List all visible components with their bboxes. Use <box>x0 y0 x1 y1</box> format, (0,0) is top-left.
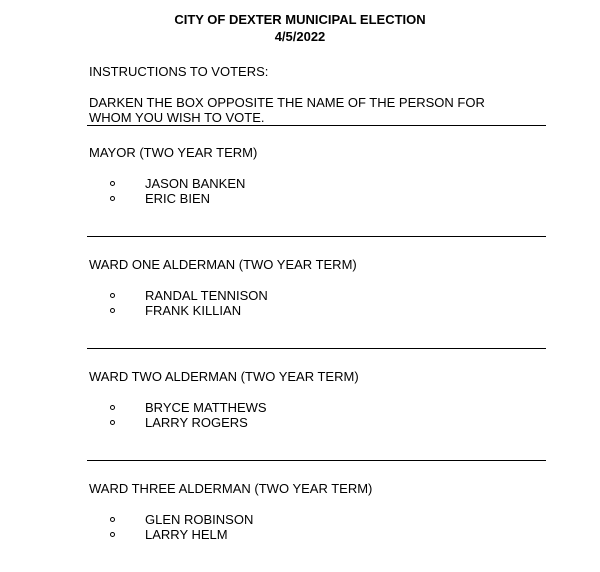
divider <box>87 236 546 237</box>
race-title-mayor: MAYOR (TWO YEAR TERM) <box>89 145 258 160</box>
candidate-name: ERIC BIEN <box>145 191 211 206</box>
ballot-circle-icon[interactable] <box>110 405 115 410</box>
instructions-heading: INSTRUCTIONS TO VOTERS: <box>89 64 269 79</box>
candidate-name: JASON BANKEN <box>145 176 246 191</box>
instructions-line-1: DARKEN THE BOX OPPOSITE THE NAME OF THE PERSON FOR <box>89 95 485 110</box>
candidate-name: GLEN ROBINSON <box>145 512 254 527</box>
ballot-title: CITY OF DEXTER MUNICIPAL ELECTION <box>174 12 426 27</box>
divider <box>87 460 546 461</box>
election-date: 4/5/2022 <box>274 29 326 44</box>
ballot-circle-icon[interactable] <box>110 293 115 298</box>
ballot-circle-icon[interactable] <box>110 420 115 425</box>
candidate-name: LARRY HELM <box>145 527 228 542</box>
ballot-circle-icon[interactable] <box>110 196 115 201</box>
ballot-circle-icon[interactable] <box>110 181 115 186</box>
ballot-circle-icon[interactable] <box>110 308 115 313</box>
candidate-name: FRANK KILLIAN <box>145 303 242 318</box>
candidate-name: LARRY ROGERS <box>145 415 248 430</box>
race-title-ward-two: WARD TWO ALDERMAN (TWO YEAR TERM) <box>89 369 359 384</box>
ballot-circle-icon[interactable] <box>110 517 115 522</box>
divider <box>87 125 546 126</box>
race-title-ward-one: WARD ONE ALDERMAN (TWO YEAR TERM) <box>89 257 357 272</box>
candidate-name: RANDAL TENNISON <box>145 288 268 303</box>
divider <box>87 348 546 349</box>
race-title-ward-three: WARD THREE ALDERMAN (TWO YEAR TERM) <box>89 481 373 496</box>
ballot-circle-icon[interactable] <box>110 532 115 537</box>
candidate-name: BRYCE MATTHEWS <box>145 400 267 415</box>
instructions-line-2: WHOM YOU WISH TO VOTE. <box>89 110 265 125</box>
